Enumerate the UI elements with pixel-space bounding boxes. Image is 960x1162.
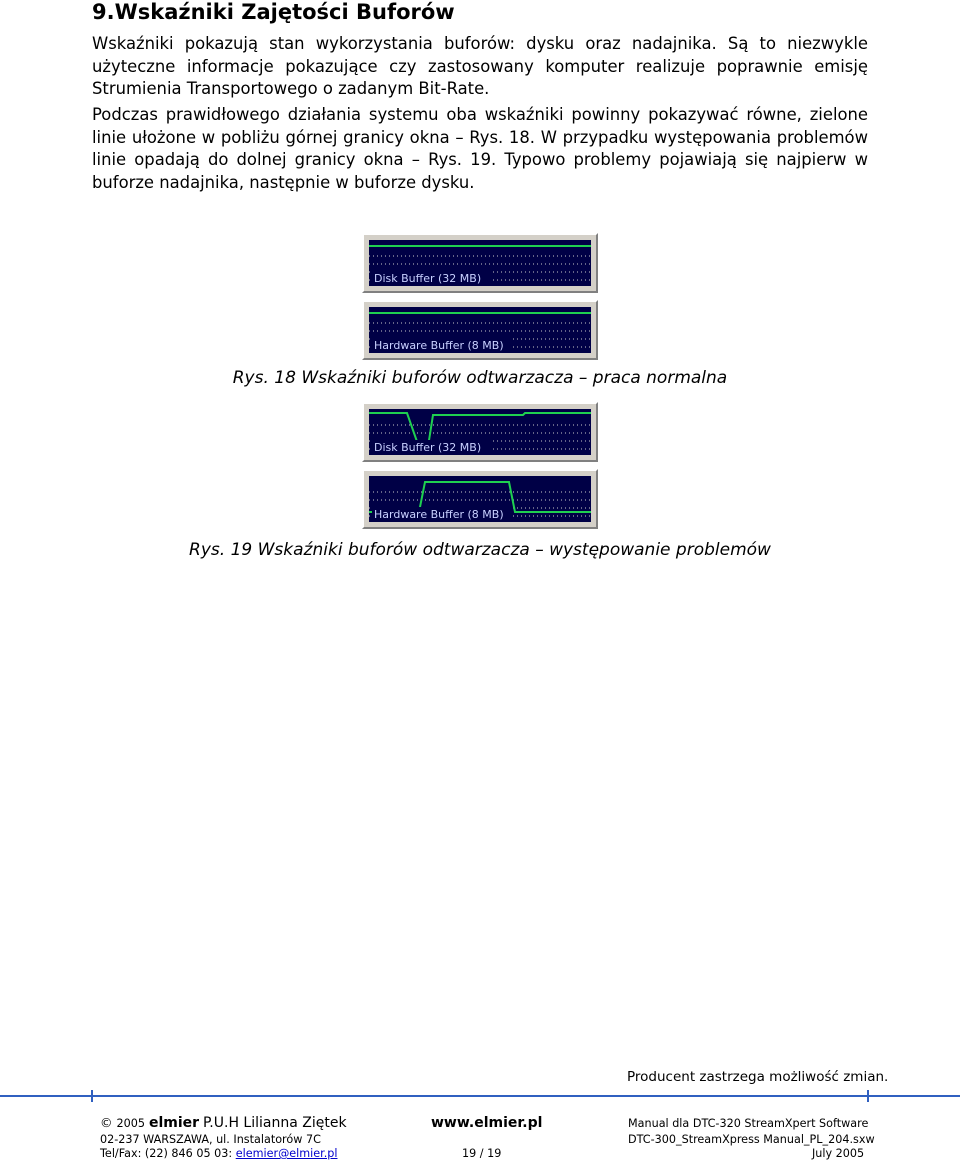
fig19-hardware-buffer-panel — [362, 469, 598, 529]
intro-paragraph: Wskaźniki pokazują stan wykorzystania buforów: dysku oraz nadajnika. Są to niezwykle użyteczne informacje pokazujące czy zastosowany komputer realizuje poprawnie emisję Strumienia Transportowego o zadanym Bit-Rate. — [92, 34, 868, 98]
section-heading: 9.Wskaźniki Zajętości Buforów — [92, 0, 455, 24]
fig18-hardware-buffer-label: Hardware Buffer (8 MB) — [374, 339, 504, 352]
footer-filename: DTC-300_StreamXpress Manual_PL_204.sxw — [628, 1133, 875, 1146]
footer-divider — [0, 1090, 960, 1102]
fig19-hardware-buffer-graph — [369, 476, 591, 522]
fig19-disk-buffer-graph — [369, 409, 591, 455]
footer-email-link[interactable]: elemier@elmier.pl — [235, 1147, 338, 1160]
fig18-caption: Rys. 18 Wskaźniki buforów odtwarzacza – praca normalna — [232, 368, 728, 388]
fig19-hardware-buffer-label: Hardware Buffer (8 MB) — [374, 508, 504, 521]
fig18-disk-buffer-panel — [362, 233, 598, 293]
footer-manual-title: Manual dla DTC-320 StreamXpert Software — [628, 1117, 869, 1130]
normal-operation-paragraph: Podczas prawidłowego działania systemu oba wskaźniki powinny pokazywać równe, zielone linie ułożone w pobliżu górnej granicy okna – Rys. 18. W przypadku występowania problemów linie opadają do dolnej granicy okna – Rys. 19. Typowo problemy pojawiają się najpierw w buforze nadajnika, następnie w buforze dysku. — [92, 105, 868, 192]
footer-website[interactable]: www.elmier.pl — [431, 1115, 543, 1131]
footer-page-number: 19 / 19 — [462, 1147, 502, 1160]
fig19-caption: Rys. 19 Wskaźniki buforów odtwarzacza – występowanie problemów — [189, 540, 771, 560]
footer-disclaimer: Producent zastrzega możliwość zmian. — [627, 1069, 889, 1085]
fig18-disk-buffer-graph — [369, 240, 591, 286]
fig18-hardware-buffer-panel — [362, 300, 598, 360]
footer-address: 02-237 WARSZAWA, ul. Instalatorów 7C — [100, 1133, 321, 1146]
fig19-disk-buffer-label: Disk Buffer (32 MB) — [374, 441, 482, 454]
fig18-disk-buffer-label: Disk Buffer (32 MB) — [374, 272, 482, 285]
company-owner: P.U.H Lilianna Ziętek — [203, 1115, 347, 1131]
company-name: elmier — [148, 1115, 200, 1131]
copyright-symbol: © — [100, 1115, 113, 1130]
footer-contact — [100, 1147, 337, 1160]
copyright-year: 2005 — [116, 1117, 145, 1130]
footer-copyright — [100, 1115, 347, 1131]
fig18-hardware-buffer-graph — [369, 307, 591, 353]
footer-date: July 2005 — [812, 1147, 865, 1160]
footer-tel: Tel/Fax: (22) 846 05 03: — [100, 1147, 233, 1160]
fig19-disk-buffer-panel — [362, 402, 598, 462]
